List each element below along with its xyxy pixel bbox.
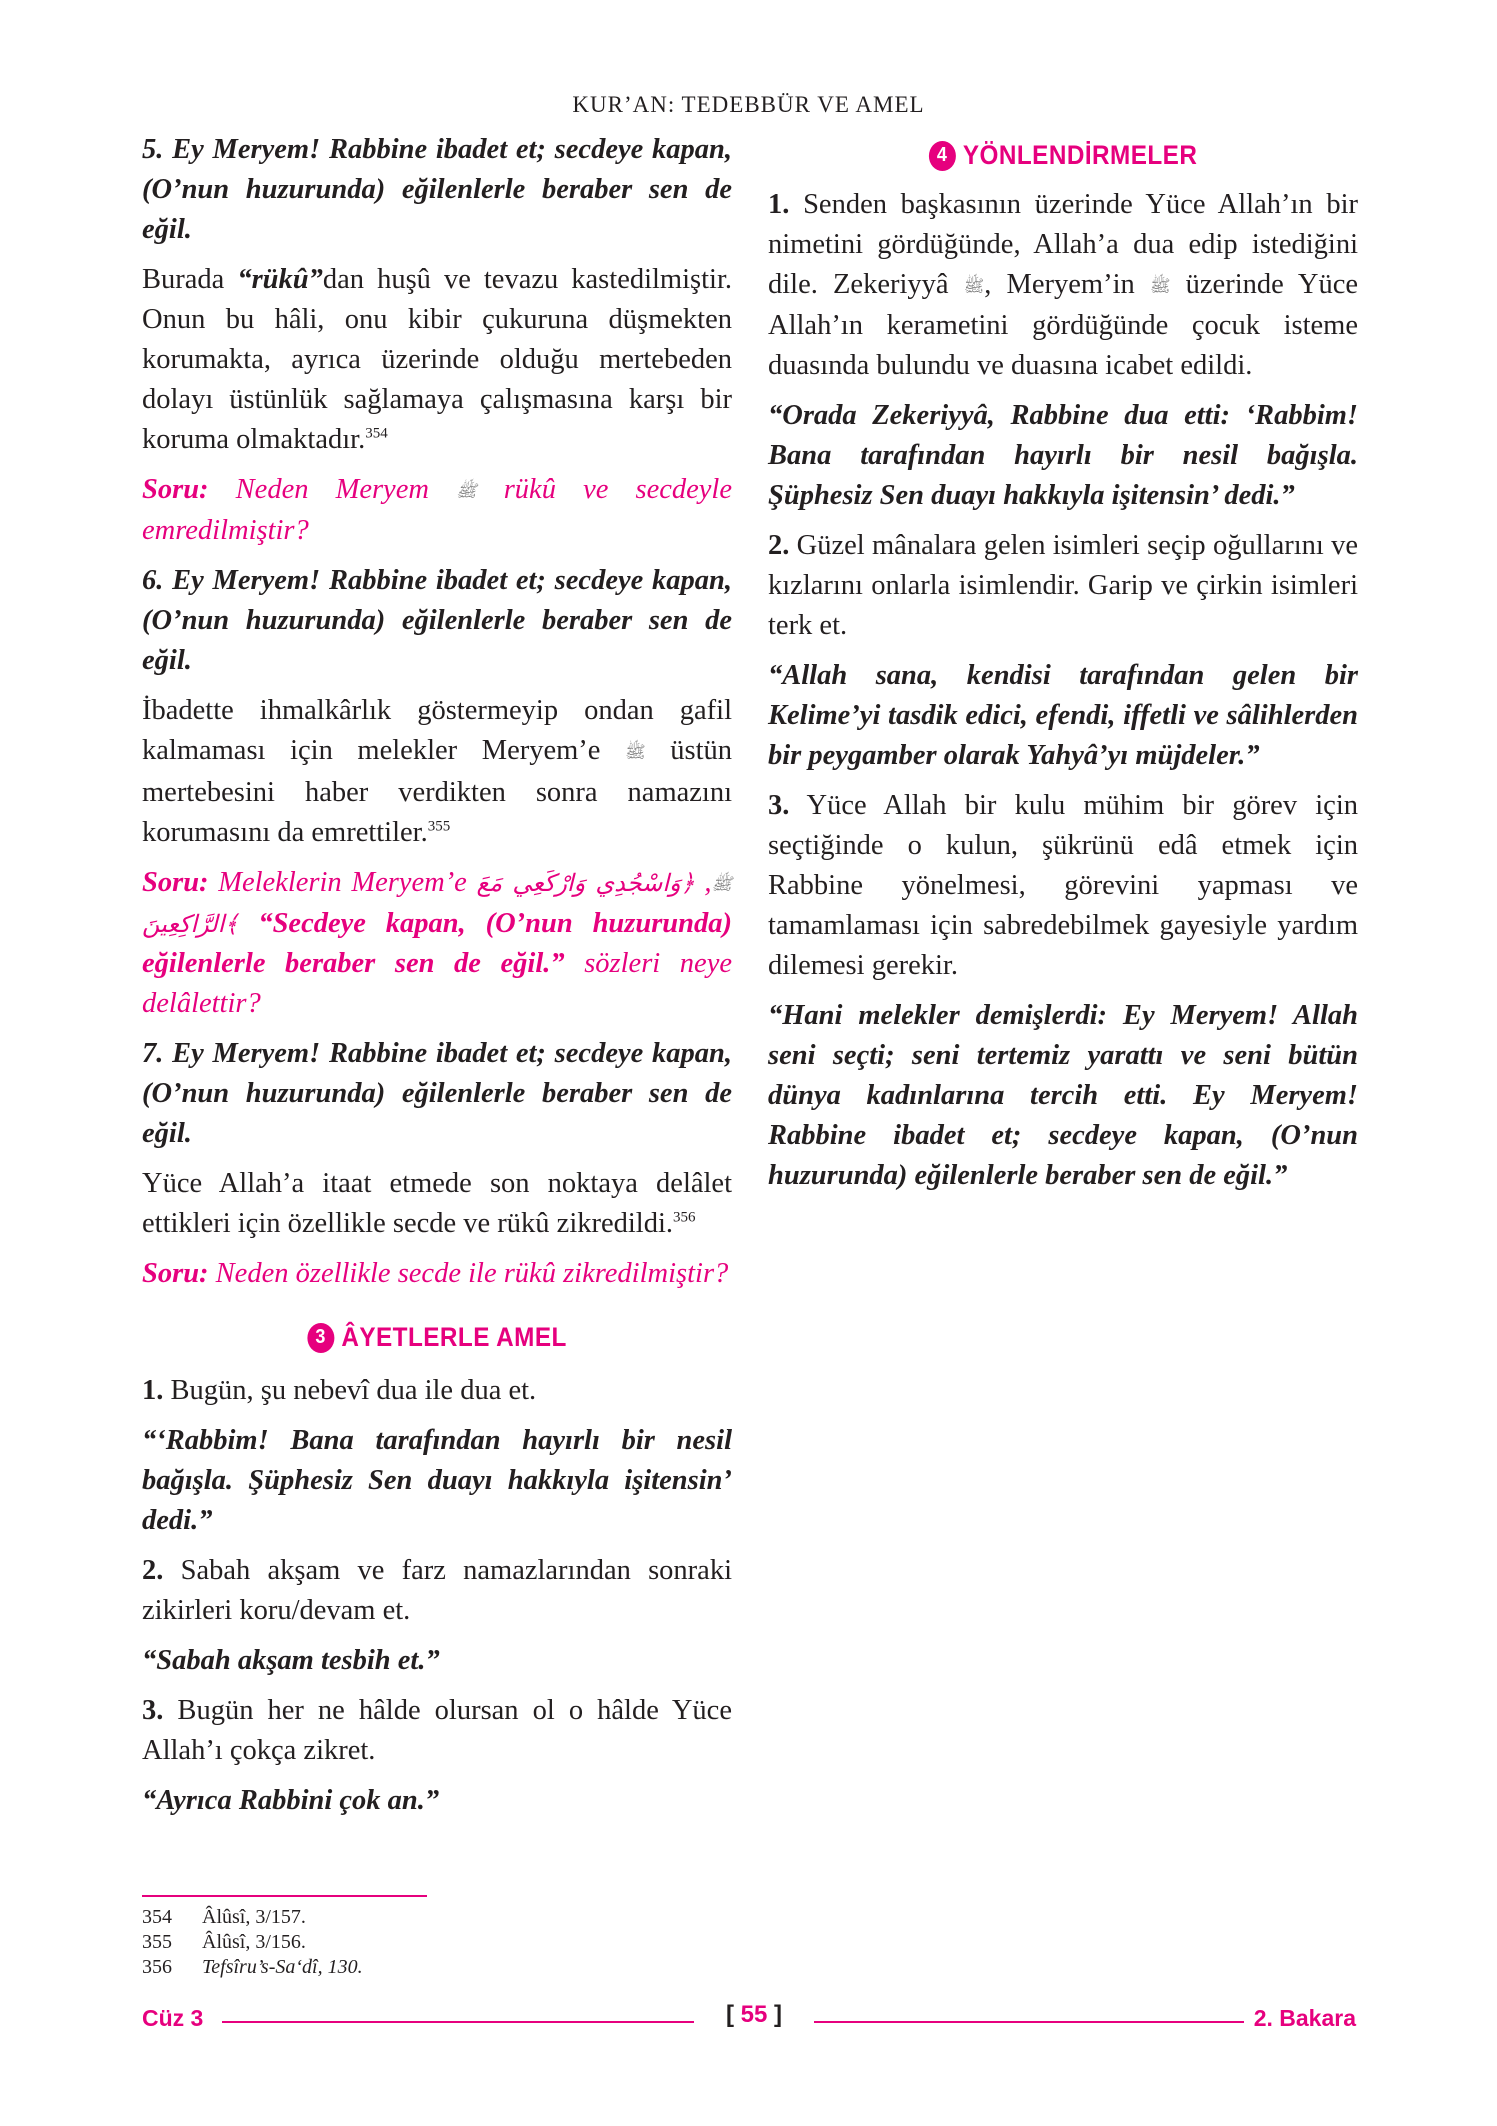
- direction-item-2: 2. Güzel mânalara gelen isimleri seçip oğullarını ve kızlarını onlarla isimlendir. Garip ve çirkin isimleri terk et.: [768, 530, 1358, 642]
- section-title: ÂYETLERLE AMEL: [341, 1322, 567, 1353]
- honorific-icon: ﷺ: [625, 742, 646, 762]
- honorific-icon: ﷺ: [711, 874, 732, 894]
- direction-quote-2: “Allah sana, kendisi tarafından gelen bir Kelime’yi tasdik edici, efendi, iffetli ve sâlihlerden bir peygamber olarak Yahyâ’yı müjdeler.”: [768, 660, 1358, 772]
- arabic-verse: ﴿وَاسْجُدِي وَارْكَعِي مَعَ الرَّاكِعِينَ﴾: [142, 868, 695, 939]
- right-column: [768, 130, 1358, 1206]
- footnote-ref-356: 356: [673, 1209, 696, 1226]
- footnote-ref-355: 355: [427, 818, 451, 835]
- page-footer: [142, 2001, 1356, 2039]
- footnote-divider: [142, 1895, 427, 1897]
- footer-rule-right: [814, 2021, 1244, 2023]
- amel-item-2: 2. Sabah akşam ve farz namazlarından sonraki zikirleri koru/devam et.: [142, 1555, 732, 1627]
- page-number: [ 55 ]: [725, 2001, 783, 2028]
- direction-quote-1: “Orada Zekeriyyâ, Rabbine dua etti: ‘Rabbim! Bana tarafından hayırlı bir nesil bağışla. Şüphesiz Sen duayı hakkıyla işitensin’ dedi.”: [768, 400, 1358, 512]
- sure-label: 2. Bakara: [1253, 2005, 1356, 2031]
- footnote-ref-354: 354: [365, 425, 388, 442]
- honorific-icon: ﷺ: [1149, 276, 1171, 296]
- amel-item-3: 3. Bugün her ne hâlde olursan ol o hâlde Yüce Allah’ı çokça zikret.: [142, 1695, 732, 1767]
- question-2: Soru: Meleklerin Meryem’e ﷺ, ﴿وَاسْجُدِي وَارْكَعِي مَعَ الرَّاكِعِينَ﴾ “Secdeye kapan, (O’nun huzurunda) eğilenlerle beraber sen de eğil.” sözleri neye delâlettir?: [142, 866, 732, 1020]
- ayet-6: 6. Ey Meryem! Rabbine ibadet et; secdeye kapan, (O’nun huzurunda) eğilenlerle beraber sen de eğil.: [142, 565, 732, 677]
- footnotes: [142, 1905, 363, 1980]
- direction-item-1: 1. Senden başkasının üzerinde Yüce Allah’ın bir nimetini gördüğünde, Allah’a dua edip istediğini dile. Zekeriyyâ ﷺ, Meryem’in ﷺ üzerinde Yüce Allah’ın kerametini gördüğünde çocuk isteme duasında bulundu ve duasına icabet edildi.: [768, 189, 1358, 382]
- running-header: KUR’AN: TEDEBBÜR VE AMEL: [572, 92, 925, 117]
- section-number-badge: 3: [307, 1323, 334, 1353]
- footnote-355: 355 Âlûsî, 3/156.: [142, 1931, 306, 1953]
- footer-rule-left: [222, 2021, 694, 2023]
- direction-item-3: 3. Yüce Allah bir kulu mühim bir görev için seçtiğinde o kulun, şükrünü edâ etmek için Rabbine yönelmesi, görevini yapması ve tamamlaması için sabredebilmek gayesiyle yardım dilemesi gerekir.: [768, 790, 1358, 982]
- paragraph-itaat: Yüce Allah’a itaat etmede son noktaya delâlet ettikleri için özellikle secde ve rükû zikredildi.$^{356}$: [142, 1168, 732, 1240]
- question-1: Soru: Neden Meryem ﷺ rükû ve secdeyle emredilmiştir?: [142, 474, 732, 547]
- amel-quote-3: “Ayrıca Rabbini çok an.”: [142, 1785, 440, 1817]
- paragraph-ibadet: İbadette ihmalkârlık göstermeyip ondan gafil kalmaması için melekler Meryem’e ﷺ üstün mertebesini haber verdikten sonra namazını korumasını da emrettiler.$^{355}$: [142, 695, 732, 848]
- honorific-icon: ﷺ: [963, 276, 985, 296]
- section-title: YÖNLENDİRMELER: [962, 140, 1198, 170]
- amel-quote-2: “Sabah akşam tesbih et.”: [142, 1645, 440, 1677]
- cuz-label: Cüz 3: [142, 2005, 204, 2031]
- amel-quote-1: “‘Rabbim! Bana tarafından hayırlı bir nesil bağışla. Şüphesiz Sen duayı hakkıyla işitensin’ dedi.”: [142, 1425, 732, 1537]
- ayet-7: 7. Ey Meryem! Rabbine ibadet et; secdeye kapan, (O’nun huzurunda) eğilenlerle beraber sen de eğil.: [142, 1038, 732, 1150]
- question-3: Soru: Neden özellikle secde ile rükû zikredilmiştir?: [142, 1258, 729, 1290]
- section-number-badge: 4: [929, 141, 956, 171]
- paragraph-ruku: Burada “rükû”dan huşû ve tevazu kastedilmiştir. Onun bu hâli, onu kibir çukuruna düşmekten korumakta, ayrıca üzerinde olduğu mertebeden dolayı üstünlük sağlamaya çalışmasına karşı bir koruma olmaktadır.$^{354}$: [142, 264, 732, 455]
- section-heading-yonlendirmeler: [798, 140, 1329, 171]
- ayet-5: 5. Ey Meryem! Rabbine ibadet et; secdeye kapan, (O’nun huzurunda) eğilenlerle beraber sen de eğil.: [142, 134, 732, 245]
- direction-quote-3: “Hani melekler demişlerdi: Ey Meryem! Allah seni seçti; seni tertemiz yarattı ve seni bütün dünya kadınlarına tercih etti. Ey Meryem! Rabbine ibadet et; secdeye kapan, (O’nun huzurunda) eğilenlerle beraber sen de eğil.”: [768, 1000, 1358, 1192]
- section-heading-ayetlerle-amel: [172, 1322, 703, 1353]
- footnote-354: 354 Âlûsî, 3/157.: [142, 1906, 306, 1928]
- footnote-356: 356 Tefsîru’s-Sa‘dî, 130.: [142, 1956, 363, 1978]
- amel-item-1: 1. Bugün, şu nebevî dua ile dua et.: [142, 1375, 537, 1407]
- left-column: [142, 130, 732, 1831]
- honorific-icon: ﷺ: [456, 481, 477, 501]
